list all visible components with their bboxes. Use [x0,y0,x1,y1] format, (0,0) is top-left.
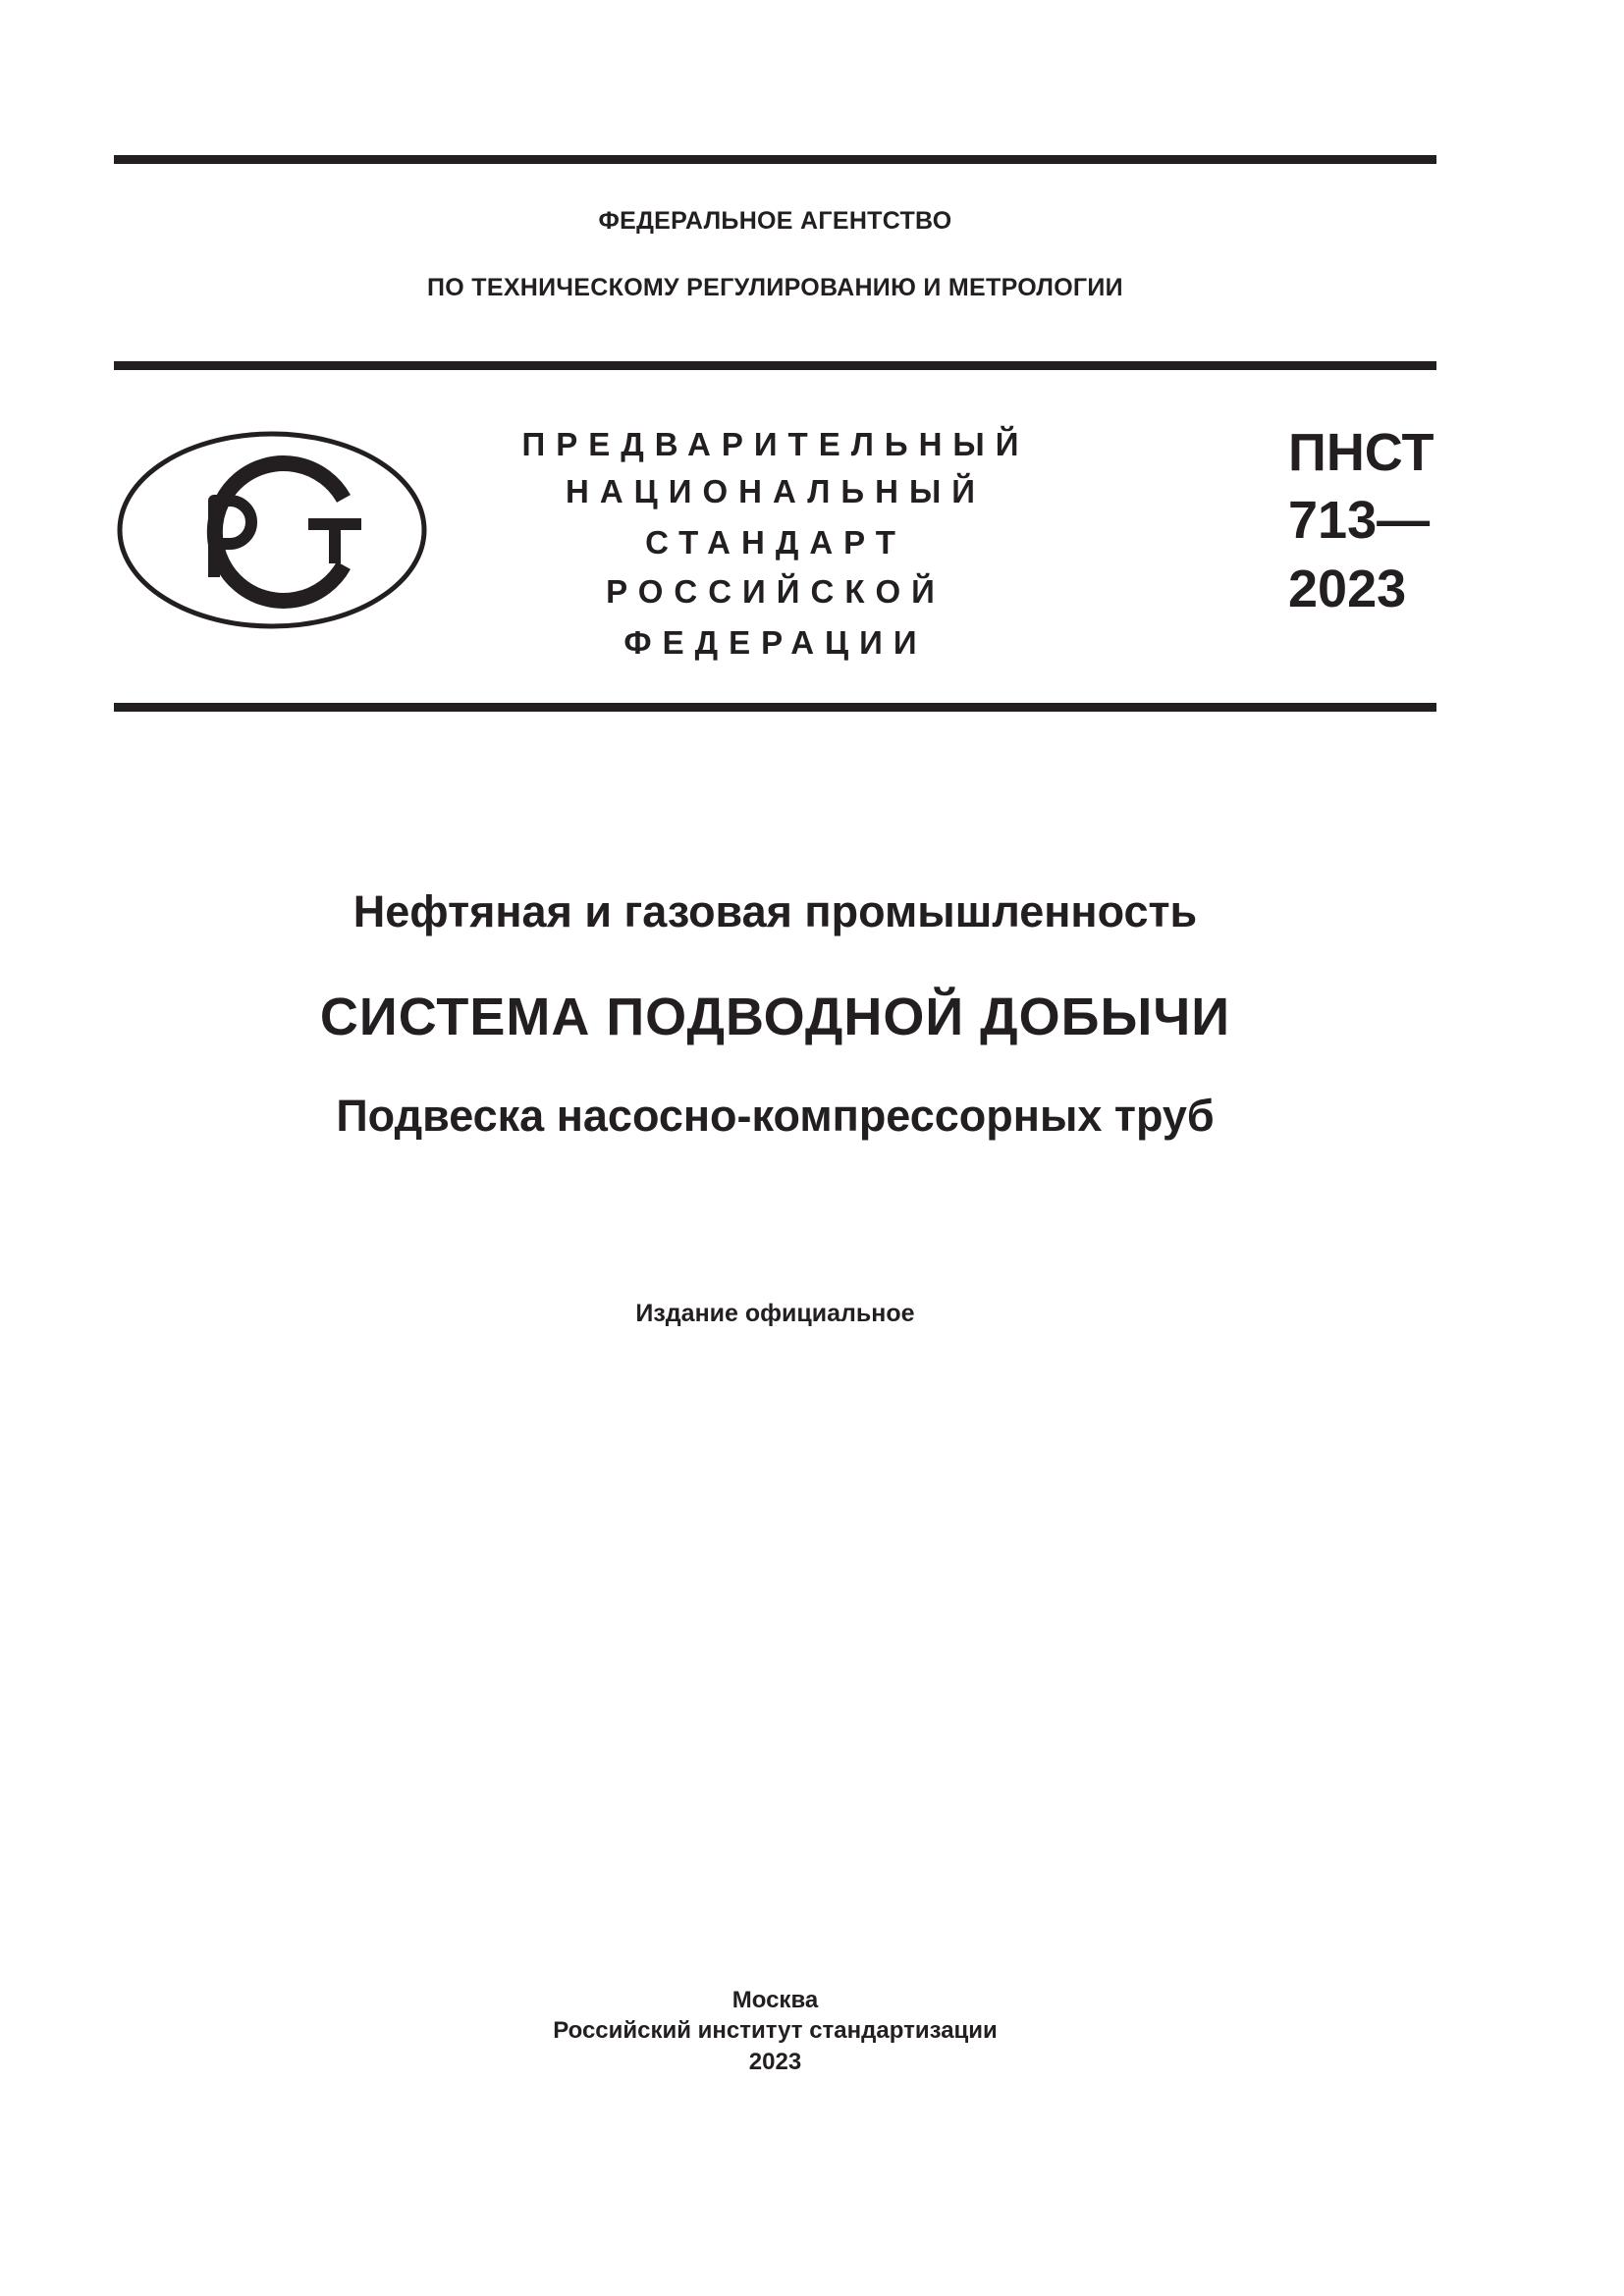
edition-note: Издание официальное [635,1300,915,1327]
title-industry: Нефтяная и газовая промышленность [352,886,1198,936]
standard-kind-line-5: ФЕДЕРАЦИИ [623,624,928,661]
standard-kind-line-3: СТАНДАРТ [645,524,906,561]
designation-bottom-rule [114,703,1436,712]
standard-kind-line-1: ПРЕДВАРИТЕЛЬНЫЙ [521,426,1030,462]
designation-line-2: 713— [1288,491,1431,550]
imprint-year: 2023 [748,2049,802,2075]
agency-name-line-2: ПО ТЕХНИЧЕСКОМУ РЕГУЛИРОВАНИЮ И МЕТРОЛОГИИ [427,274,1123,301]
top-rule [114,155,1436,164]
designation-line-1: ПНСТ [1288,423,1435,482]
standard-kind-line-4: РОССИЙСКОЙ [606,573,946,610]
agency-name-line-1: ФЕДЕРАЛЬНОЕ АГЕНТСТВО [598,207,952,235]
designation-line-3: 2023 [1288,560,1407,618]
rst-emblem-icon [116,430,428,630]
header-bottom-rule [114,361,1436,370]
title-system: СИСТЕМА ПОДВОДНОЙ ДОБЫЧИ [319,988,1231,1046]
title-subject: Подвеска насосно-компрессорных труб [336,1091,1215,1141]
imprint-city: Москва [731,1987,819,2013]
standard-kind-line-2: НАЦИОНАЛЬНЫЙ [566,473,986,509]
imprint-publisher: Российский институт стандартизации [553,2017,998,2044]
